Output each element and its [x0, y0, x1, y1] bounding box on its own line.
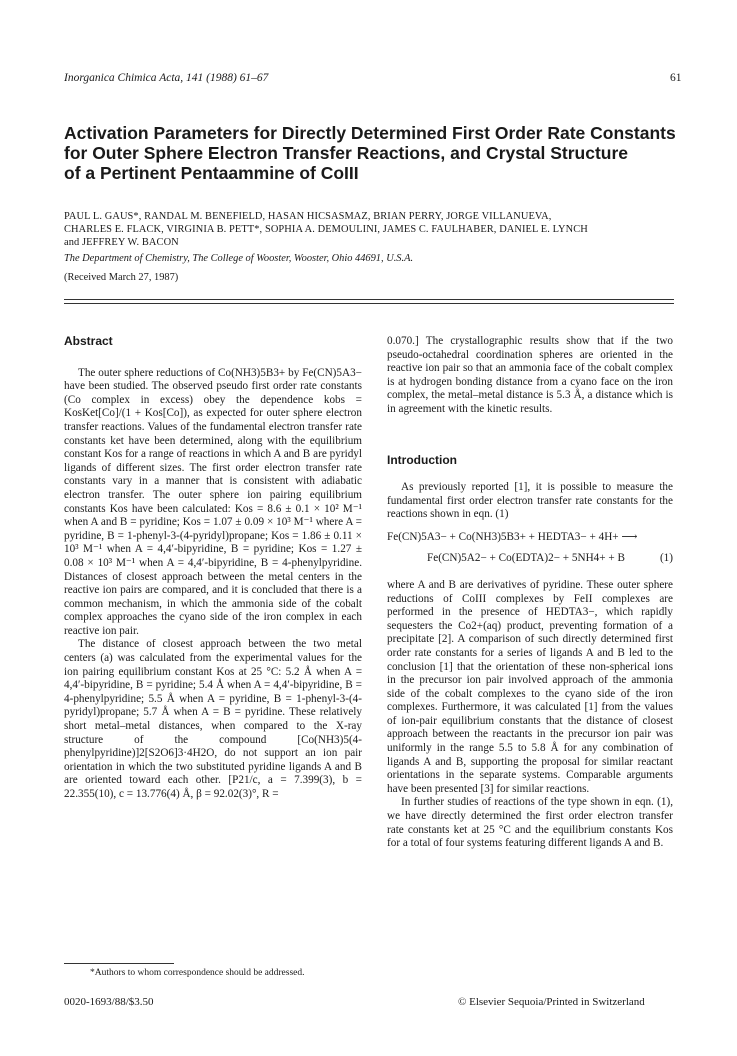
affiliation: The Department of Chemistry, The College of Wooster, Wooster, Ohio 44691, U.S.A. — [64, 253, 414, 264]
page-number: 61 — [670, 72, 682, 84]
intro-paragraph-2: where A and B are derivatives of pyridine. These outer sphere reductions of CoIII complexes by FeII complexes are performed in the presence of HEDTA3−, which rapidly sequesters the Co2+(aq) product, preventing formation of a precipitate [2]. A comparison of such directly determined first order rate constants for a series of ligands A and B led to the conclusion [1] that the orientation of these non-spherical ions in the precursor ion pair involved approach of the ammonia side of the cobalt complexes to the cyano side of the iron complexes. Furthermore, it was calculated [1] from the values of ion-pair equilibrium constants that the distance of closest approach between the reactants in the precursor ion pair was uniformly in the range 5.5 to 5.8 Å for any combination of ligands A and B, supporting the proposal for similar reactant orientations in the separate systems. Comparable arguments have been presented [3] for similar reactions. — [387, 578, 673, 795]
article-title — [64, 123, 676, 183]
authors-line-3: and JEFFREY W. BACON — [64, 237, 179, 248]
right-column — [387, 335, 673, 851]
equation-number: (1) — [659, 551, 673, 564]
abstract-paragraph-1: The outer sphere reductions of Co(NH3)5B3+ by Fe(CN)5A3− have been studied. The observed pseudo first order rate constants (Co complex in excess) obey the dependence kobs = KosKet[Co]/(1 + Kos[Co]), as expected for outer sphere electron transfer reactions. Values of the fundamental electron transfer rate constants ket have been determined, along with the equilibrium constant Kos for a range of reactions in which A and B are pyridyl ligands of different sizes. The first order electron transfer rate constants vary in a manner that is consistent with adiabatic electron transfer. The outer sphere ion pairing equilibrium constants Kos have been calculated: Kos = 8.6 ± 0.1 × 10² M⁻¹ when A and B = pyridine; Kos = 1.07 ± 0.09 × 10³ M⁻¹ where A = pyridine, B = 1-phenyl-3-(4-pyridyl)propane; Kos = 1.86 ± 0.11 × 10³ M⁻¹ when A = 4,4′-bipyridine, B = pyridine; Kos = 1.27 ± 0.08 × 10³ M⁻¹ when A = 4,4′-bipyridine, B = 4-phenylpyridine. Distances of closest approach between the metal centers in the reactive ion pairs are compared, and it is concluded that there is a common mechanism, in which the ammonia side of the cobalt complex approaches the cyano side of the iron complex in each reactive ion pair. — [64, 366, 362, 637]
abstract-paragraph-2: The distance of closest approach between the two metal centers (a) was calculated from the experimental values for the ion pairing equilibrium constant Kos at 25 °C: 5.2 Å when A = 4,4′-bipyridine, B = pyridine; 5.4 Å when A = 4,4′-bipyridine, B = 4-phenylpyridine; 5.5 Å when A = pyridine, B = 1-phenyl-3-(4-pyridyl)propane; 5.7 Å when A = B = pyridine. These relatively short metal–metal distances, when compared to the X-ray structure of the compound [Co(NH3)5(4-phenylpyridine)]2[S2O6]3·4H2O, do not support an ion pair orientation in which the two substituted pyridine ligands A and B are oriented toward each other. [P21/c, a = 7.399(3), b = 22.355(10), c = 13.776(4) Å, β = 92.02(3)°, R = — [64, 638, 362, 800]
abstract-continuation: 0.070.] The crystallographic results show that if the two pseudo-octahedral coordination spheres are oriented in the reactive ion pair so that an ammonia face of the cobalt complex is at hydrogen bonding distance from a cyano face on the iron complex, the metal–metal distance is 5.3 Å, a distance which is in agreement with the kinetic results. — [387, 335, 673, 415]
header-rule-top — [64, 299, 674, 300]
intro-paragraph-3: In further studies of reactions of the type shown in eqn. (1), we have directly determined the first order electron transfer rate constants ket at 25 °C and the equilibrium constants Kos for a total of four systems featuring different ligands A and B. — [387, 796, 673, 850]
abstract-column — [64, 335, 362, 802]
publisher-line: © Elsevier Sequoia/Printed in Switzerland — [458, 996, 645, 1008]
title-line-3: of a Pertinent Pentaammine of CoIII — [64, 163, 359, 183]
equation-line-1: Fe(CN)5A3− + Co(NH3)5B3+ + HEDTA3− + 4H+ ⟶ — [387, 530, 638, 543]
author-list — [64, 210, 588, 249]
intro-paragraph-1: As previously reported [1], it is possible to measure the fundamental first order electron transfer rate constants for the reactions shown in eqn. (1) — [387, 481, 673, 521]
equation-line-2: Fe(CN)5A2− + Co(EDTA)2− + 5NH4+ + B — [427, 551, 625, 564]
journal-citation: Inorganica Chimica Acta, 141 (1988) 61–67 — [64, 72, 269, 84]
abstract-heading: Abstract — [64, 334, 113, 348]
title-line-2: for Outer Sphere Electron Transfer Reactions, and Crystal Structure — [64, 143, 629, 163]
footnote: *Authors to whom correspondence should be addressed. — [90, 968, 305, 978]
authors-line-2: CHARLES E. FLACK, VIRGINIA B. PETT*, SOPHIA A. DEMOULINI, JAMES C. FAULHABER, DANIEL E. LYNCH — [64, 224, 588, 235]
introduction-heading: Introduction — [387, 452, 457, 467]
title-line-1: Activation Parameters for Directly Determined First Order Rate Constants — [64, 123, 676, 143]
issn-code: 0020-1693/88/$3.50 — [64, 996, 154, 1008]
equation-1 — [387, 531, 673, 573]
received-date: (Received March 27, 1987) — [64, 272, 179, 283]
authors-line-1: PAUL L. GAUS*, RANDAL M. BENEFIELD, HASAN HICSASMAZ, BRIAN PERRY, JORGE VILLANUEVA, — [64, 211, 552, 222]
header-rule-bottom — [64, 303, 674, 304]
footnote-rule — [64, 963, 174, 964]
